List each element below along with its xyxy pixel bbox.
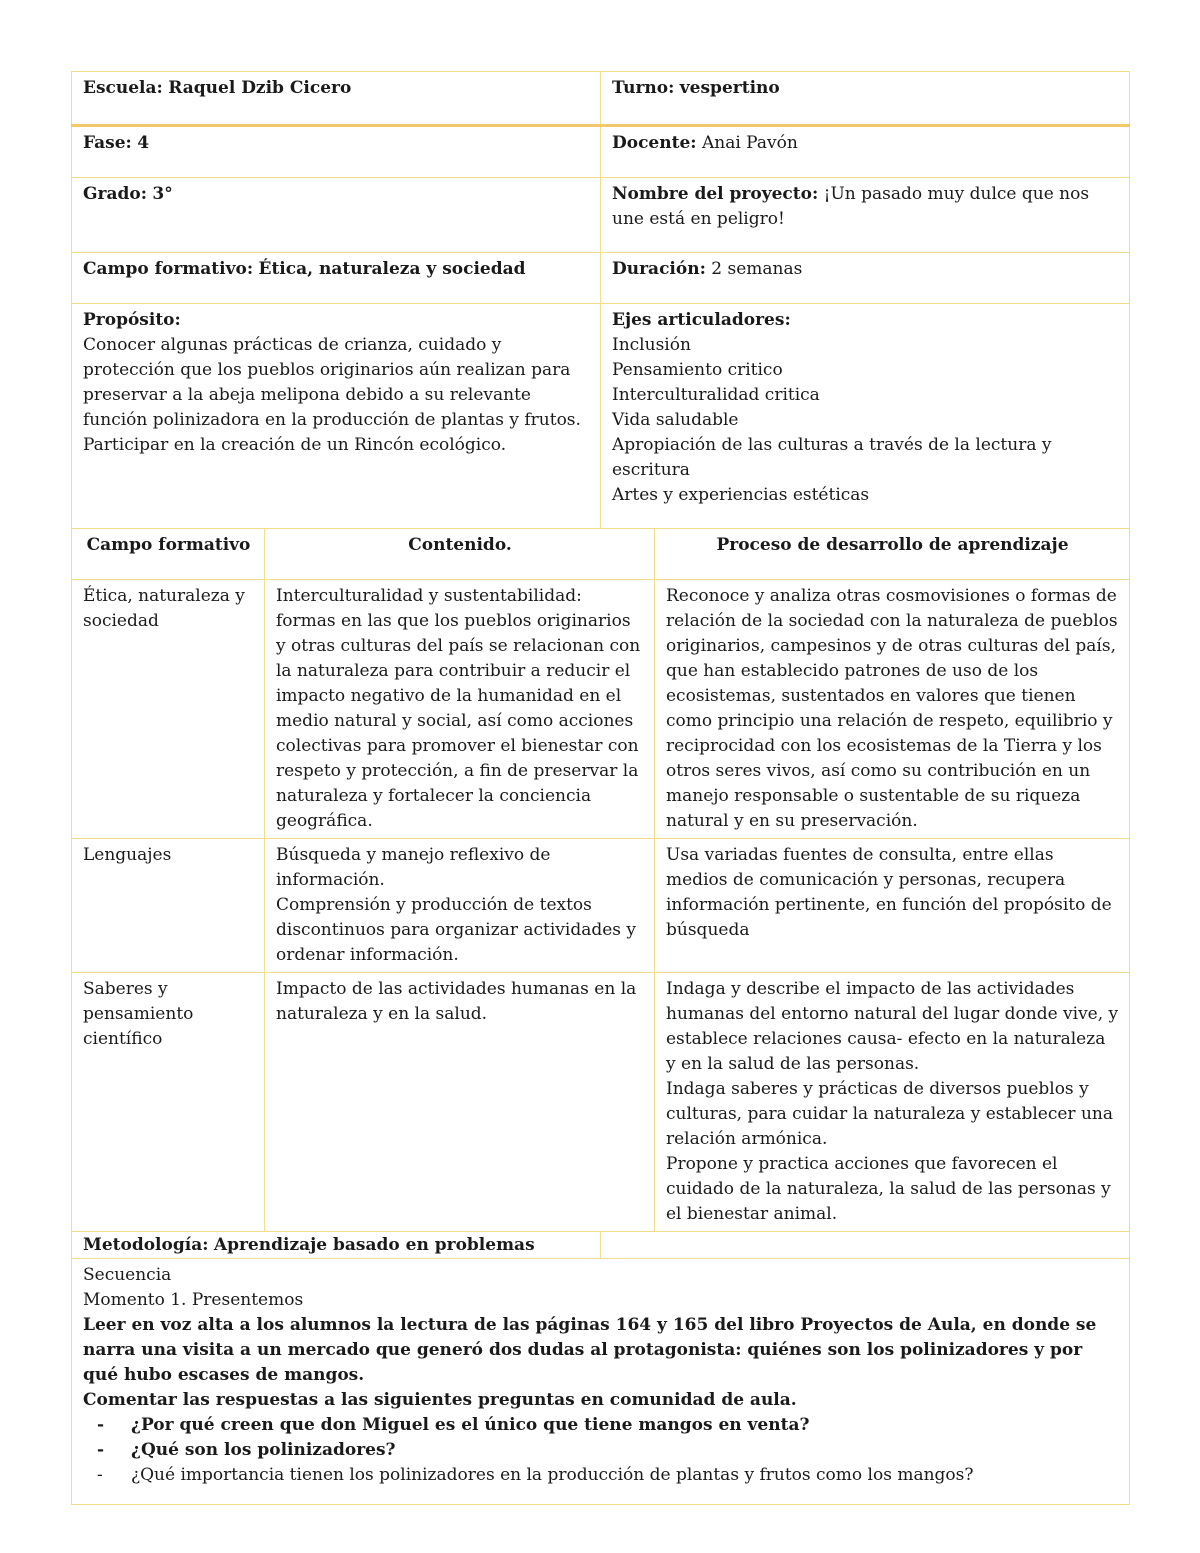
contenido-text: Comprensión y producción de textos discontinuos para organizar actividades y ordenar información. xyxy=(276,895,637,965)
question-text: ¿Qué importancia tienen los polinizadores en la producción de plantas y frutos como los mangos? xyxy=(131,1465,974,1485)
row-contenido xyxy=(265,839,655,973)
dash-bullet: - xyxy=(97,1440,105,1460)
dash-bullet: - xyxy=(97,1465,103,1485)
proceso-text: Usa variadas fuentes de consulta, entre ellas medios de comunicación y personas, recupera información pertinente, en función del propósito de búsqueda xyxy=(666,845,1112,940)
list-item xyxy=(83,1463,1119,1488)
row-proceso xyxy=(655,580,1130,839)
fase-cell xyxy=(72,126,601,178)
metodologia-cell xyxy=(72,1232,601,1259)
proceso-text: Indaga saberes y prácticas de diversos pueblos y culturas, para cuidar la naturaleza y establecer una relación armónica. xyxy=(666,1079,1113,1149)
campo-label: Campo formativo: xyxy=(83,259,254,279)
docente-label: Docente: xyxy=(612,133,697,153)
question-text: ¿Qué son los polinizadores? xyxy=(131,1440,396,1460)
table-row xyxy=(72,973,1130,1232)
turno-cell xyxy=(601,72,1130,126)
campo-cell xyxy=(72,253,601,304)
campo-value: Ética, naturaleza y sociedad xyxy=(258,259,526,279)
proposito-text-1: Conocer algunas prácticas de crianza, cuidado y protección que los pueblos originarios aún realizan para preservar a la abeja melipona debido a su relevante función polinizadora en la producción de plantas y frutos. xyxy=(83,335,581,430)
eje-item: Inclusión xyxy=(612,335,691,355)
fase-value: 4 xyxy=(137,133,150,153)
lesson-plan-document xyxy=(71,71,1129,1505)
grado-cell xyxy=(72,178,601,253)
info-row-proposito xyxy=(72,304,1130,529)
metodologia-row xyxy=(72,1232,1130,1259)
secuencia-paragraph-1: Leer en voz alta a los alumnos la lectura de las páginas 164 y 165 del libro Proyectos de Aula, en donde se narra una visita a un mercado que generó dos dudas al protagonista: quiénes son los polinizadores y por qué hubo escases de mangos. xyxy=(83,1315,1097,1385)
metodologia-label: Metodología: xyxy=(83,1235,209,1255)
dash-bullet: - xyxy=(97,1415,105,1435)
question-text: ¿Por qué creen que don Miguel es el único que tiene mangos en venta? xyxy=(131,1415,810,1435)
proposito-cell xyxy=(72,304,601,529)
secuencia-cell xyxy=(72,1259,1130,1505)
escuela-label: Escuela: xyxy=(83,78,163,98)
content-header-row xyxy=(72,529,1130,580)
row-contenido: Interculturalidad y sustentabilidad: formas en las que los pueblos originarios y otras culturas del país se relacionan con la naturaleza para contribuir a reducir el impacto negativo de la humanidad en el medio natural y social, así como acciones colectivas para promover el bienestar con respeto y protección, a fin de preservar la naturaleza y fortalecer la conciencia geográfica. xyxy=(265,580,655,839)
turno-label: Turno: xyxy=(612,78,675,98)
turno-value: vespertino xyxy=(679,78,780,98)
row-proceso xyxy=(655,839,1130,973)
secuencia-title: Secuencia xyxy=(83,1265,172,1285)
secuencia-row xyxy=(72,1259,1130,1505)
sequence-table xyxy=(71,1231,1130,1505)
proceso-text: Reconoce y analiza otras cosmovisiones o formas de relación de la sociedad con la naturaleza de pueblos originarios, campesinos y de otras culturas del país, que han establecido patrones de uso de los ecosistemas, sustentados en valores que tienen como principio una relación de respeto, equilibrio y reciprocidad con los ecosistemas de la Tierra y los otros seres vivos, así como su contribución en un manejo responsable o sustentable de su riqueza natural y en su preservación. xyxy=(666,586,1118,831)
eje-item: Interculturalidad critica xyxy=(612,385,820,405)
header-proceso: Proceso de desarrollo de aprendizaje xyxy=(655,529,1130,580)
ejes-label: Ejes articuladores: xyxy=(612,310,791,330)
contenido-text: Búsqueda y manejo reflexivo de información. xyxy=(276,845,551,890)
row-campo: Ética, naturaleza y sociedad xyxy=(72,580,265,839)
table-row xyxy=(72,839,1130,973)
eje-item: Vida saludable xyxy=(612,410,739,430)
info-row-campo xyxy=(72,253,1130,304)
escuela-cell xyxy=(72,72,601,126)
proceso-text: Propone y practica acciones que favorecen el cuidado de la naturaleza, la salud de las personas y el bienestar animal. xyxy=(666,1154,1111,1224)
list-item xyxy=(83,1438,1119,1463)
metodologia-empty-cell xyxy=(601,1232,1130,1259)
eje-item: Pensamiento critico xyxy=(612,360,783,380)
eje-item: Apropiación de las culturas a través de la lectura y escritura xyxy=(612,435,1052,480)
row-proceso xyxy=(655,973,1130,1232)
escuela-value: Raquel Dzib Cicero xyxy=(168,78,352,98)
ejes-cell xyxy=(601,304,1130,529)
grado-label: Grado: xyxy=(83,184,147,204)
momento-title: Momento 1. Presentemos xyxy=(83,1290,304,1310)
row-campo: Lenguajes xyxy=(72,839,265,973)
proyecto-label: Nombre del proyecto: xyxy=(612,184,819,204)
duracion-label: Duración: xyxy=(612,259,706,279)
docente-cell xyxy=(601,126,1130,178)
duracion-value: 2 semanas xyxy=(711,259,803,279)
row-campo: Saberes y pensamiento científico xyxy=(72,973,265,1232)
docente-value: Anai Pavón xyxy=(701,133,798,153)
info-row-grado xyxy=(72,178,1130,253)
info-table xyxy=(71,71,1130,529)
fase-label: Fase: xyxy=(83,133,132,153)
secuencia-paragraph-2: Comentar las respuestas a las siguientes preguntas en comunidad de aula. xyxy=(83,1390,797,1410)
proposito-label: Propósito: xyxy=(83,310,181,330)
header-contenido: Contenido. xyxy=(265,529,655,580)
row-contenido: Impacto de las actividades humanas en la naturaleza y en la salud. xyxy=(265,973,655,1232)
questions-list xyxy=(83,1413,1119,1488)
content-table xyxy=(71,528,1130,1232)
info-row-fase xyxy=(72,126,1130,178)
duracion-cell xyxy=(601,253,1130,304)
grado-value: 3° xyxy=(152,184,173,204)
proceso-text: Indaga y describe el impacto de las actividades humanas del entorno natural del lugar donde vive, y establece relaciones causa- efecto en la naturaleza y en la salud de las personas. xyxy=(666,979,1119,1074)
eje-item: Artes y experiencias estéticas xyxy=(612,485,870,505)
proyecto-value: ¡Un pasado muy dulce que nos une está en peligro! xyxy=(612,184,1090,229)
proposito-text-2: Participar en la creación de un Rincón ecológico. xyxy=(83,435,507,455)
header-campo: Campo formativo xyxy=(72,529,265,580)
info-row-escuela xyxy=(72,72,1130,126)
list-item xyxy=(83,1413,1119,1438)
proyecto-cell xyxy=(601,178,1130,253)
table-row xyxy=(72,580,1130,839)
metodologia-value: Aprendizaje basado en problemas xyxy=(213,1235,535,1255)
